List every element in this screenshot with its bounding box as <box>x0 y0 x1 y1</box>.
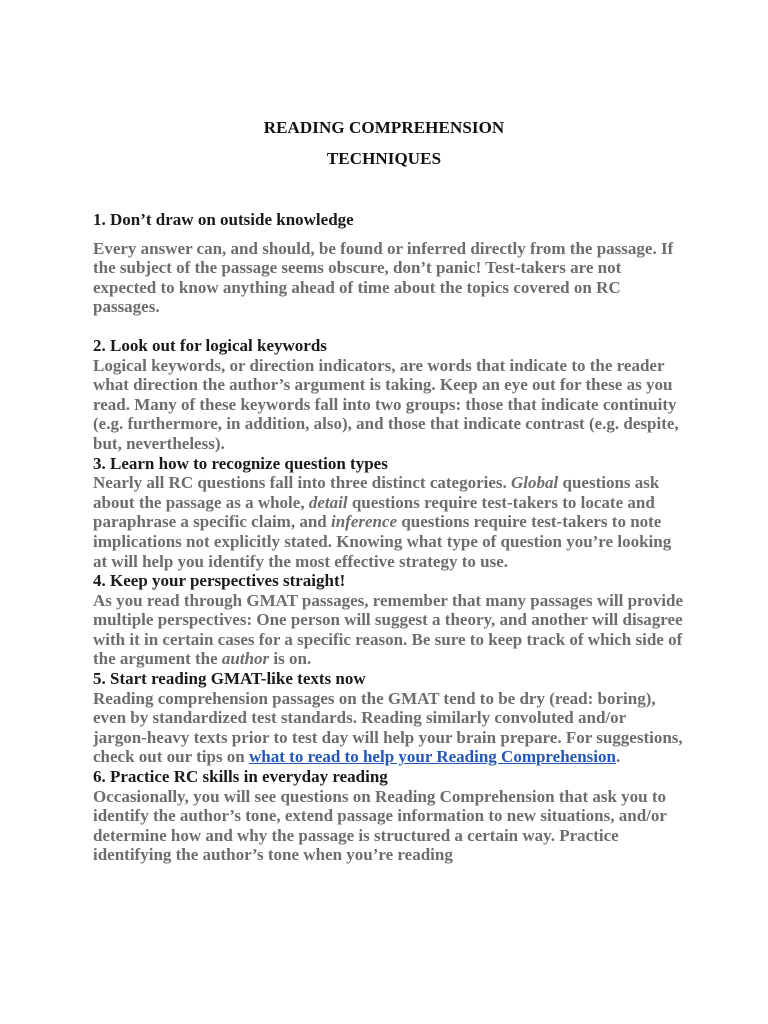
reading-tips-link[interactable]: what to read to help your Reading Comprehension <box>249 747 616 767</box>
section-heading: 5. Start reading GMAT-like texts now <box>93 669 366 689</box>
body-text: Reading comprehension passages on the GMAT tend to be dry (read: boring), even by standardized test standards. Reading similarly convoluted and/or jargon-heavy texts prior to test day will help your brain prepare. For suggestions, check out our tips on <box>93 688 683 767</box>
section-body: Every answer can, and should, be found or inferred directly from the passage. If the subject of the passage seems obscure, don’t panic! Test-takers are not expected to know anything ahead of time about the topics covered on RC passages. <box>93 238 674 317</box>
body-text: questions require test-takers to note implications not explicitly stated. Knowing what type of question you’re looking at will help you identify the most effective strategy to use. <box>93 512 672 571</box>
section-body <box>93 689 683 767</box>
section-heading: 1. Don’t draw on outside knowledge <box>93 210 354 229</box>
emphasis-global: Global <box>511 473 559 493</box>
body-text: questions ask about the passage as a whole, <box>93 473 660 512</box>
section-2 <box>93 336 683 454</box>
section-body: Occasionally, you will see questions on Reading Comprehension that ask you to identify the author’s tone, extend passage information to new situations, and/or determine how and why the passage is structured a certain way. Practice identifying the author’s tone when you’re reading <box>93 786 667 865</box>
body-text: Nearly all RC questions fall into three distinct categories. <box>93 473 512 493</box>
section-body <box>93 473 683 571</box>
emphasis-detail: detail <box>308 492 348 512</box>
section-heading: 3. Learn how to recognize question types <box>93 453 388 473</box>
section-heading: 2. Look out for logical keywords <box>93 335 327 355</box>
body-text: . <box>615 747 621 767</box>
emphasis-inference: inference <box>331 512 398 532</box>
section-body <box>93 591 683 669</box>
section-5 <box>93 669 683 767</box>
section-3 <box>93 454 683 572</box>
section-4 <box>93 571 683 669</box>
section-6 <box>93 767 683 865</box>
body-text: As you read through GMAT passages, remember that many passages will provide multiple perspectives: One person will suggest a theory, and another will disagree with it in certain cases for a specific reason. Be sure to keep track of which side of the argument the <box>93 590 684 669</box>
section-heading: 4. Keep your perspectives straight! <box>93 571 346 591</box>
body-text: questions require test-takers to locate and paraphrase a specific claim, and <box>93 492 655 532</box>
document-content <box>93 210 683 865</box>
document-title-line-2: TECHNIQUES <box>326 149 442 168</box>
section-body: Logical keywords, or direction indicators, are words that indicate to the reader what direction the author’s argument is taking. Keep an eye out for these as you read. Many of these keywords fall into two groups: those that indicate continuity (e.g. furthermore, in addition, also), and those that indicate contrast (e.g. despite, but, nevertheless). <box>93 355 679 453</box>
body-text: is on. <box>269 649 312 669</box>
section-heading: 6. Practice RC skills in everyday reading <box>93 767 388 787</box>
emphasis-author: author <box>221 649 270 669</box>
document-title-line-1: READING COMPREHENSION <box>263 118 505 137</box>
section-1 <box>93 210 683 317</box>
